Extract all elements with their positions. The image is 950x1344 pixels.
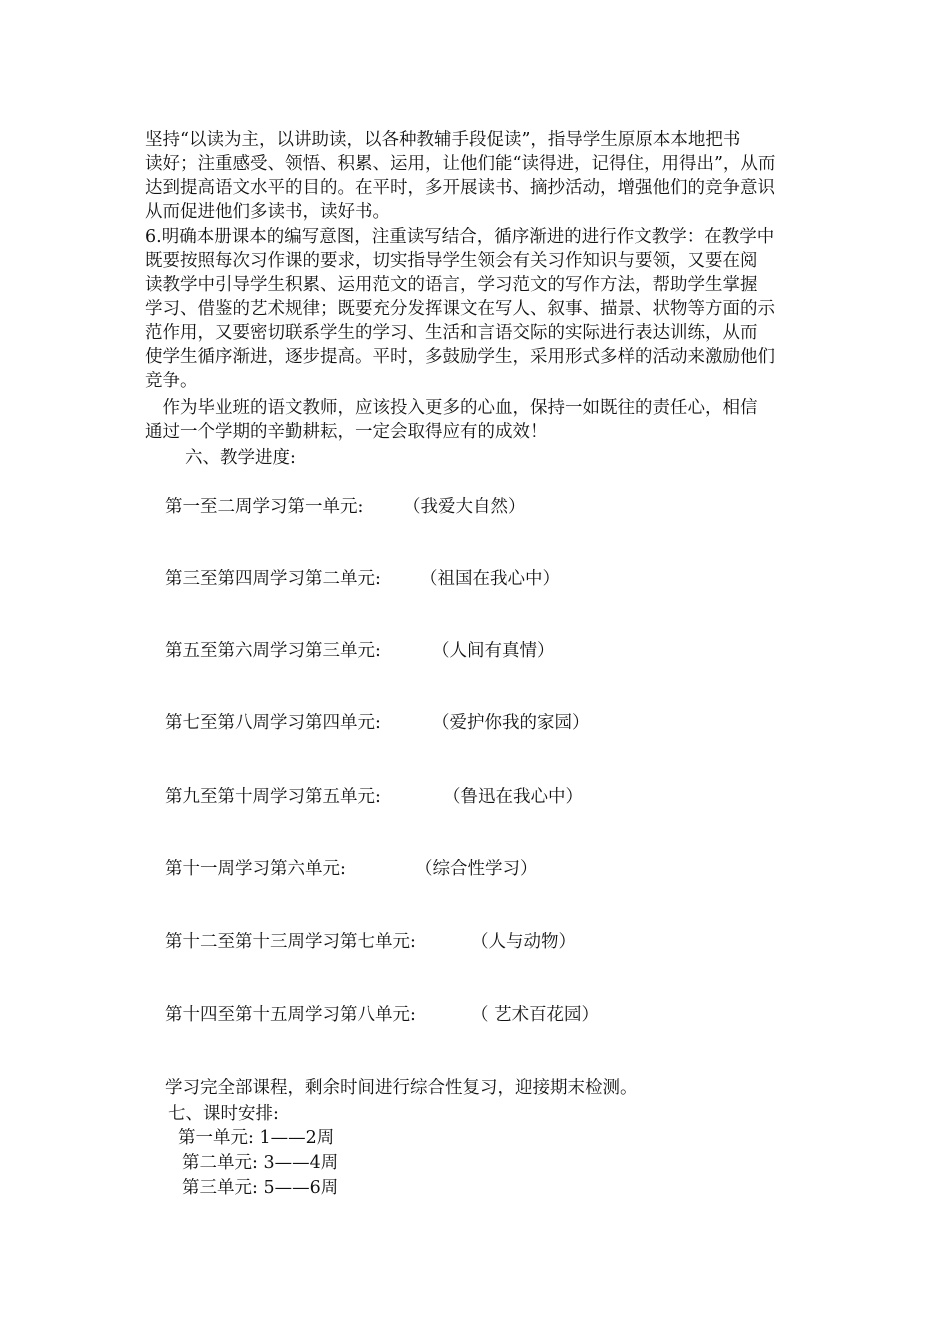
schedule-row <box>165 785 583 809</box>
schedule-theme: （我爱大自然） <box>403 497 526 517</box>
schedule-period: 第十一周学习第六单元: <box>165 859 346 879</box>
schedule-row <box>165 711 590 735</box>
schedule-theme: （祖国在我心中） <box>420 569 560 589</box>
text-line: 读好；注重感受、领悟、积累、运用，让他们能“读得进，记得住，用得出”，从而 <box>145 154 776 174</box>
text-line: 读教学中引导学生积累、运用范文的语言，学习范文的写作方法，帮助学生掌握 <box>145 275 758 295</box>
schedule-period: 第十四至第十五周学习第八单元: <box>165 1005 416 1025</box>
schedule-theme: （ 艺术百花园） <box>471 1005 600 1025</box>
schedule-theme: （综合性学习） <box>415 859 538 879</box>
text-line: 竞争。 <box>145 371 198 391</box>
schedule-row <box>165 639 555 663</box>
schedule-period: 第七至第八周学习第四单元: <box>165 713 381 733</box>
text-line: 既要按照每次习作课的要求，切实指导学生领会有关习作知识与要领，又要在阅 <box>145 251 758 271</box>
text-line: 使学生循序渐进，逐步提高。平时，多鼓励学生，采用形式多样的活动来激励他们 <box>145 347 775 367</box>
schedule-period: 第三至第四周学习第二单元: <box>165 569 381 589</box>
schedule-period: 第五至第六周学习第三单元: <box>165 641 381 661</box>
schedule-row <box>165 1003 600 1027</box>
text-line: 从而促进他们多读书，读好书。 <box>145 202 390 222</box>
text-line: 达到提高语文水平的目的。在平时，多开展读书、摘抄活动，增强他们的竞争意识 <box>145 178 775 198</box>
schedule-theme: （人间有真情） <box>432 641 555 661</box>
text-line: 坚持“以读为主，以讲助读，以各种教辅手段促读”，指导学生原原本本地把书 <box>145 130 741 150</box>
text-line: 作为毕业班的语文教师，应该投入更多的心血，保持一如既往的责任心，相信 <box>145 398 758 418</box>
schedule-theme: （爱护你我的家园） <box>432 713 590 733</box>
schedule-period: 第一至二周学习第一单元: <box>165 497 364 517</box>
hours-item: 第三单元: 5——6周 <box>182 1178 339 1198</box>
hours-item: 第二单元: 3——4周 <box>182 1153 339 1173</box>
schedule-row <box>165 930 576 954</box>
schedule-period: 第十二至第十三周学习第七单元: <box>165 932 416 952</box>
text-line: 学习、借鉴的艺术规律；既要充分发挥课文在写人、叙事、描景、状物等方面的示 <box>145 299 775 319</box>
review-note: 学习完全部课程，剩余时间进行综合性复习，迎接期末检测。 <box>165 1078 638 1098</box>
schedule-row <box>165 857 538 881</box>
text-line: 范作用，又要密切联系学生的学习、生活和言语交际的实际进行表达训练，从而 <box>145 323 758 343</box>
section-heading-hours: 七、课时安排: <box>168 1104 279 1124</box>
hours-item: 第一单元: 1——2周 <box>178 1128 335 1148</box>
schedule-period: 第九至第十周学习第五单元: <box>165 787 381 807</box>
schedule-theme: （鲁迅在我心中） <box>443 787 583 807</box>
schedule-row <box>165 567 560 591</box>
schedule-theme: （人与动物） <box>471 932 576 952</box>
text-line: 6.明确本册课本的编写意图，注重读写结合，循序渐进的进行作文教学：在教学中 <box>145 227 775 247</box>
schedule-row <box>165 495 526 519</box>
section-heading-schedule: 六、教学进度: <box>185 448 296 468</box>
text-line: 通过一个学期的辛勤耕耘，一定会取得应有的成效！ <box>145 422 548 442</box>
